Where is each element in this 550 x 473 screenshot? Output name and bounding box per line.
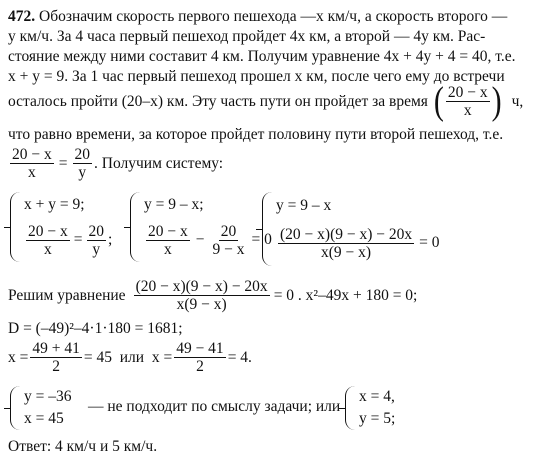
line-5-text: осталось пройти (20–x) км. Эту часть пути он пройдет за время [8, 92, 428, 110]
system-5: x = 4, y = 5; [345, 386, 395, 430]
answer-line: Ответ: 4 км/ч и 5 км/ч. [8, 438, 158, 455]
text-line-5: осталось пройти (20–x) км. Эту часть пути он пройдет за время ( $\frac{20 - x}{x}$ ) ч, [8, 79, 524, 123]
reject-text: — не подходит по смыслу задачи; или [88, 398, 341, 415]
text-line-2: y км/ч. За 4 часа первый пешеход пройдет 4x км, а второй — 4y км. Рас- [8, 28, 486, 45]
text-line-3: стояние между ними составит 4 км. Получим уравнение 4x + 4y + 4 = 40, т.е. [8, 48, 516, 65]
system-3: y = 9 – x $\frac{(20 - x)(9 - x) - 20x}{x(9 - x)}$ = 0 [262, 192, 440, 266]
text-line-4: x + y = 9. За 1 час первый пешеход прошел x км, после чего ему до встречи [8, 68, 505, 85]
solve-fraction: $\frac{(20 - x)(9 - x) - 20x}{x(9 - x)}$ [135, 278, 268, 313]
roots-line: x = $\frac{49 + 41}{2}$ = 45 или x = $\frac{49 - 41}{2}$ = 4. [8, 340, 252, 375]
line-1-text: Обозначим скорость первого пешехода —x км/ч, а скорость второго — [39, 8, 508, 25]
solve-line: Решим уравнение $\frac{(20 - x)(9 - x) - 20x}{x(9 - x)}$ = 0 . x²–49x + 180 = 0; [8, 278, 418, 313]
time-fraction: $\frac{20 - x}{x}$ [447, 84, 488, 119]
system-1: x + y = 9; $\frac{20 - x}{x}$ = $\frac{20}{y}$ ; [10, 192, 112, 262]
text-line-1 [8, 8, 507, 26]
eq-right-fraction: $\frac{20}{y}$ [74, 146, 90, 181]
text-line-7: $\frac{20 - x}{x}$ = $\frac{20}{y}$ . Получим систему: [12, 146, 224, 181]
problem-number: 472. [8, 8, 36, 25]
discriminant-line: D = (–49)²–4·1·180 = 1681; [8, 320, 183, 337]
system-4: y = –36 x = 45 [10, 386, 72, 430]
system-2: y = 9 – x; $\frac{20 - x}{x}$ − $\frac{20}{9 - x}$ = 0 [130, 192, 272, 262]
text-line-6: что равно времени, за которое пройдет половину пути второй пешеход, т.е. [8, 126, 504, 143]
eq-left-fraction: $\frac{20 - x}{x}$ [12, 146, 52, 181]
